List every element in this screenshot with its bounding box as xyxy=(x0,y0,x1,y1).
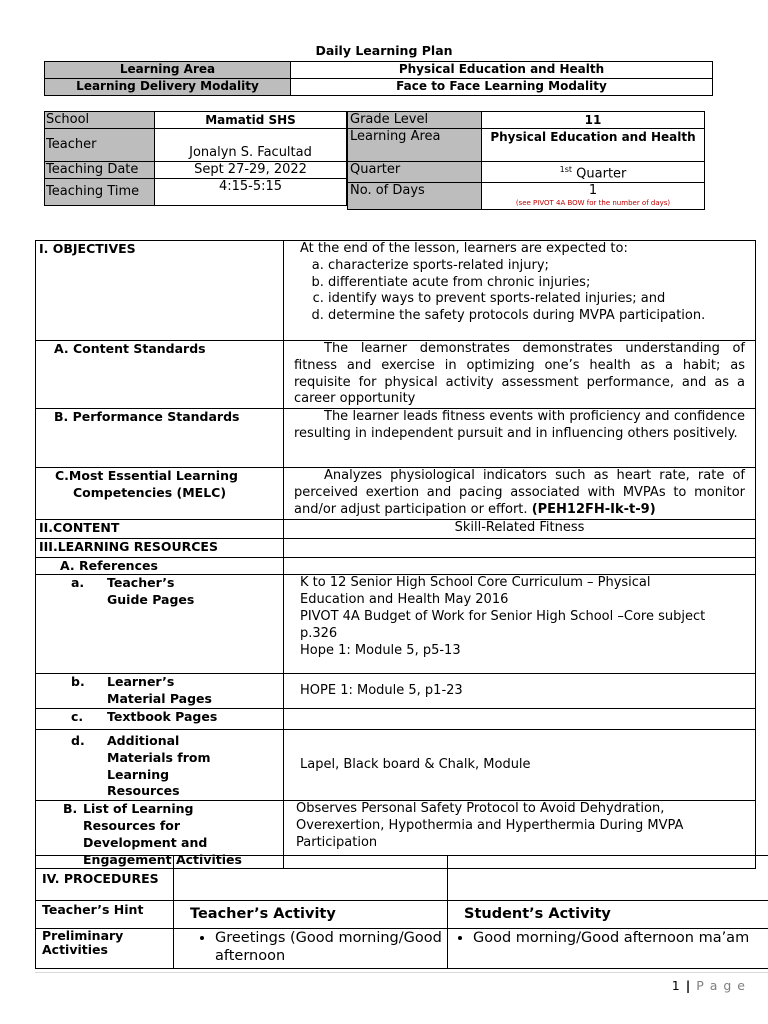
teachers-guide-letter: a. xyxy=(71,575,85,591)
melc-label-line-1: C.Most Essential Learning xyxy=(55,468,238,484)
learners-material-label-cell xyxy=(36,674,284,709)
teachers-guide-line: K to 12 Senior High School Core Curriculum – Physical Education and Health May 2016 xyxy=(300,575,651,608)
procedures-empty-2 xyxy=(448,856,768,901)
area-label: Learning Area xyxy=(348,129,482,162)
quarter-text: Quarter xyxy=(576,166,627,182)
teachers-activity-label: Teacher’s Activity xyxy=(174,901,448,929)
teachers-guide-line: PIVOT 4A Budget of Work for Senior High School –Core subject p.326 xyxy=(300,608,706,641)
melc-cell xyxy=(284,468,756,519)
area-value: Physical Education and Health xyxy=(482,129,705,162)
quarter-value xyxy=(482,162,705,183)
textbook-row xyxy=(36,708,756,729)
objectives-row xyxy=(36,241,756,341)
student-preliminary-item: • Good morning/Good afternoon ma’am xyxy=(473,929,768,947)
learners-material-letter: b. xyxy=(71,674,85,690)
teachers-guide-cell xyxy=(284,575,756,674)
teachers-hint-label: Teacher’s Hint xyxy=(36,901,174,929)
teachers-guide-label-cell xyxy=(36,575,284,674)
additional-materials-row xyxy=(36,729,756,800)
info-table-left xyxy=(44,111,347,206)
teacher-value: Jonalyn S. Facultad xyxy=(155,129,347,162)
learning-area-label: Learning Area xyxy=(45,62,291,79)
performance-standards-label: B. Performance Standards xyxy=(36,409,284,468)
student-preliminary-cell xyxy=(448,929,768,969)
additional-materials-label-cell xyxy=(36,729,284,800)
teacher-preliminary-cell xyxy=(174,929,448,969)
learning-plan-table xyxy=(35,240,756,869)
learners-material-value: HOPE 1: Module 5, p1-23 xyxy=(284,674,756,709)
procedures-header-row xyxy=(36,856,768,901)
info-table-right xyxy=(347,111,705,210)
date-row xyxy=(45,162,347,179)
area-row xyxy=(348,129,705,162)
grade-row xyxy=(348,112,705,129)
time-value: 4:15-5:15 xyxy=(155,179,347,206)
school-value: Mamatid SHS xyxy=(155,112,347,129)
days-row xyxy=(348,183,705,210)
melc-row xyxy=(36,468,756,519)
melc-code: (PEH12FH-Ik-t-9) xyxy=(531,501,656,517)
date-value: Sept 27-29, 2022 xyxy=(155,162,347,179)
page-number: 1 xyxy=(671,978,681,993)
resources-row xyxy=(36,538,756,557)
textbook-label-cell xyxy=(36,708,284,729)
date-label: Teaching Date xyxy=(45,162,155,179)
header-table xyxy=(44,61,713,96)
textbook-label: Textbook Pages xyxy=(107,708,218,724)
students-activity-label: Student’s Activity xyxy=(448,901,768,929)
content-standards-text: The learner demonstrates demonstrates understanding of fitness and exercise in optimizing one’s health as a habit; as requisite for physical activity assessment performance, and as a career opportunity xyxy=(284,341,756,409)
objectives-label: I. OBJECTIVES xyxy=(36,241,284,341)
learners-material-row xyxy=(36,674,756,709)
quarter-superscript: 1st xyxy=(559,165,573,174)
references-empty xyxy=(284,557,756,575)
teacher-preliminary-item: • Greetings (Good morning/Good afternoon xyxy=(215,929,444,965)
page-word: P a g e xyxy=(696,978,746,993)
procedures-columns-row xyxy=(36,901,768,929)
references-row xyxy=(36,557,756,575)
quarter-label: Quarter xyxy=(348,162,482,183)
procedures-label: IV. PROCEDURES xyxy=(36,856,174,901)
list-resources-label: List of Learning Resources for Development and Engagement Activities xyxy=(83,801,242,867)
content-standards-label: A. Content Standards xyxy=(36,341,284,409)
objective-item: b. differentiate acute from chronic injuries; xyxy=(328,275,745,292)
content-label: II.CONTENT xyxy=(36,519,284,538)
melc-label xyxy=(36,468,284,519)
footer-divider xyxy=(35,972,768,973)
resources-empty xyxy=(284,538,756,557)
teachers-guide-label: Teacher’s Guide Pages xyxy=(107,575,195,608)
objectives-intro: At the end of the lesson, learners are expected to: xyxy=(300,241,628,256)
list-resources-value: Observes Personal Safety Protocol to Avoid Dehydration, Overexertion, Hypothermia and Hyperthermia During MVPA Participation xyxy=(284,801,756,869)
melc-label-line-2: Competencies (MELC) xyxy=(73,484,227,500)
content-standards-row xyxy=(36,341,756,409)
additional-materials-letter: d. xyxy=(71,732,85,748)
teachers-guide-line: Hope 1: Module 5, p5-13 xyxy=(300,642,461,658)
procedures-empty-1 xyxy=(174,856,448,901)
time-row xyxy=(45,179,347,206)
objective-item: d. determine the safety protocols during MVPA participation. xyxy=(328,308,745,325)
learning-area-row xyxy=(45,62,713,79)
procedures-table xyxy=(35,855,768,969)
references-label: A. References xyxy=(36,557,284,575)
textbook-letter: c. xyxy=(71,708,84,724)
grade-value: 11 xyxy=(482,112,705,129)
teacher-row xyxy=(45,129,347,162)
school-label: School xyxy=(45,112,155,129)
resources-label: III.LEARNING RESOURCES xyxy=(36,538,284,557)
melc-text: Analyzes physiological indicators such as heart rate, rate of perceived exertion and pacing associated with MVPAs to monitor and/or adjust participation or effort. xyxy=(294,468,745,517)
grade-label: Grade Level xyxy=(348,112,482,129)
additional-materials-value: Lapel, Black board & Chalk, Module xyxy=(284,729,756,800)
objectives-cell xyxy=(284,241,756,341)
preliminary-row xyxy=(36,929,768,969)
days-note: (see PIVOT 4A BOW for the number of days) xyxy=(515,199,671,208)
time-label: Teaching Time xyxy=(45,179,155,206)
document-title: Daily Learning Plan xyxy=(315,43,453,58)
textbook-empty xyxy=(284,708,756,729)
content-value: Skill-Related Fitness xyxy=(284,519,756,538)
days-label: No. of Days xyxy=(348,183,482,210)
school-row xyxy=(45,112,347,129)
performance-standards-text: The learner leads fitness events with proficiency and confidence resulting in independent pursuit and in influencing others positively. xyxy=(284,409,756,468)
preliminary-label: Preliminary Activities xyxy=(36,929,174,969)
modality-row xyxy=(45,79,713,96)
days-value: 1 xyxy=(588,183,598,199)
performance-standards-row xyxy=(36,409,756,468)
list-resources-letter: B. xyxy=(63,801,78,817)
modality-label: Learning Delivery Modality xyxy=(45,79,291,96)
objective-item: a. characterize sports-related injury; xyxy=(328,258,745,275)
teacher-label: Teacher xyxy=(45,129,155,162)
quarter-row xyxy=(348,162,705,183)
modality-value: Face to Face Learning Modality xyxy=(291,79,713,96)
page-separator: | xyxy=(685,978,692,993)
content-row xyxy=(36,519,756,538)
page-footer xyxy=(672,978,746,993)
objective-item: c. identify ways to prevent sports-related injuries; and xyxy=(328,291,745,308)
teachers-guide-row xyxy=(36,575,756,674)
learning-area-value: Physical Education and Health xyxy=(291,62,713,79)
additional-materials-label: Additional Materials from Learning Resources xyxy=(107,732,211,799)
learners-material-label: Learner’s Material Pages xyxy=(107,674,212,707)
days-cell xyxy=(482,183,705,210)
objectives-list xyxy=(300,258,745,325)
